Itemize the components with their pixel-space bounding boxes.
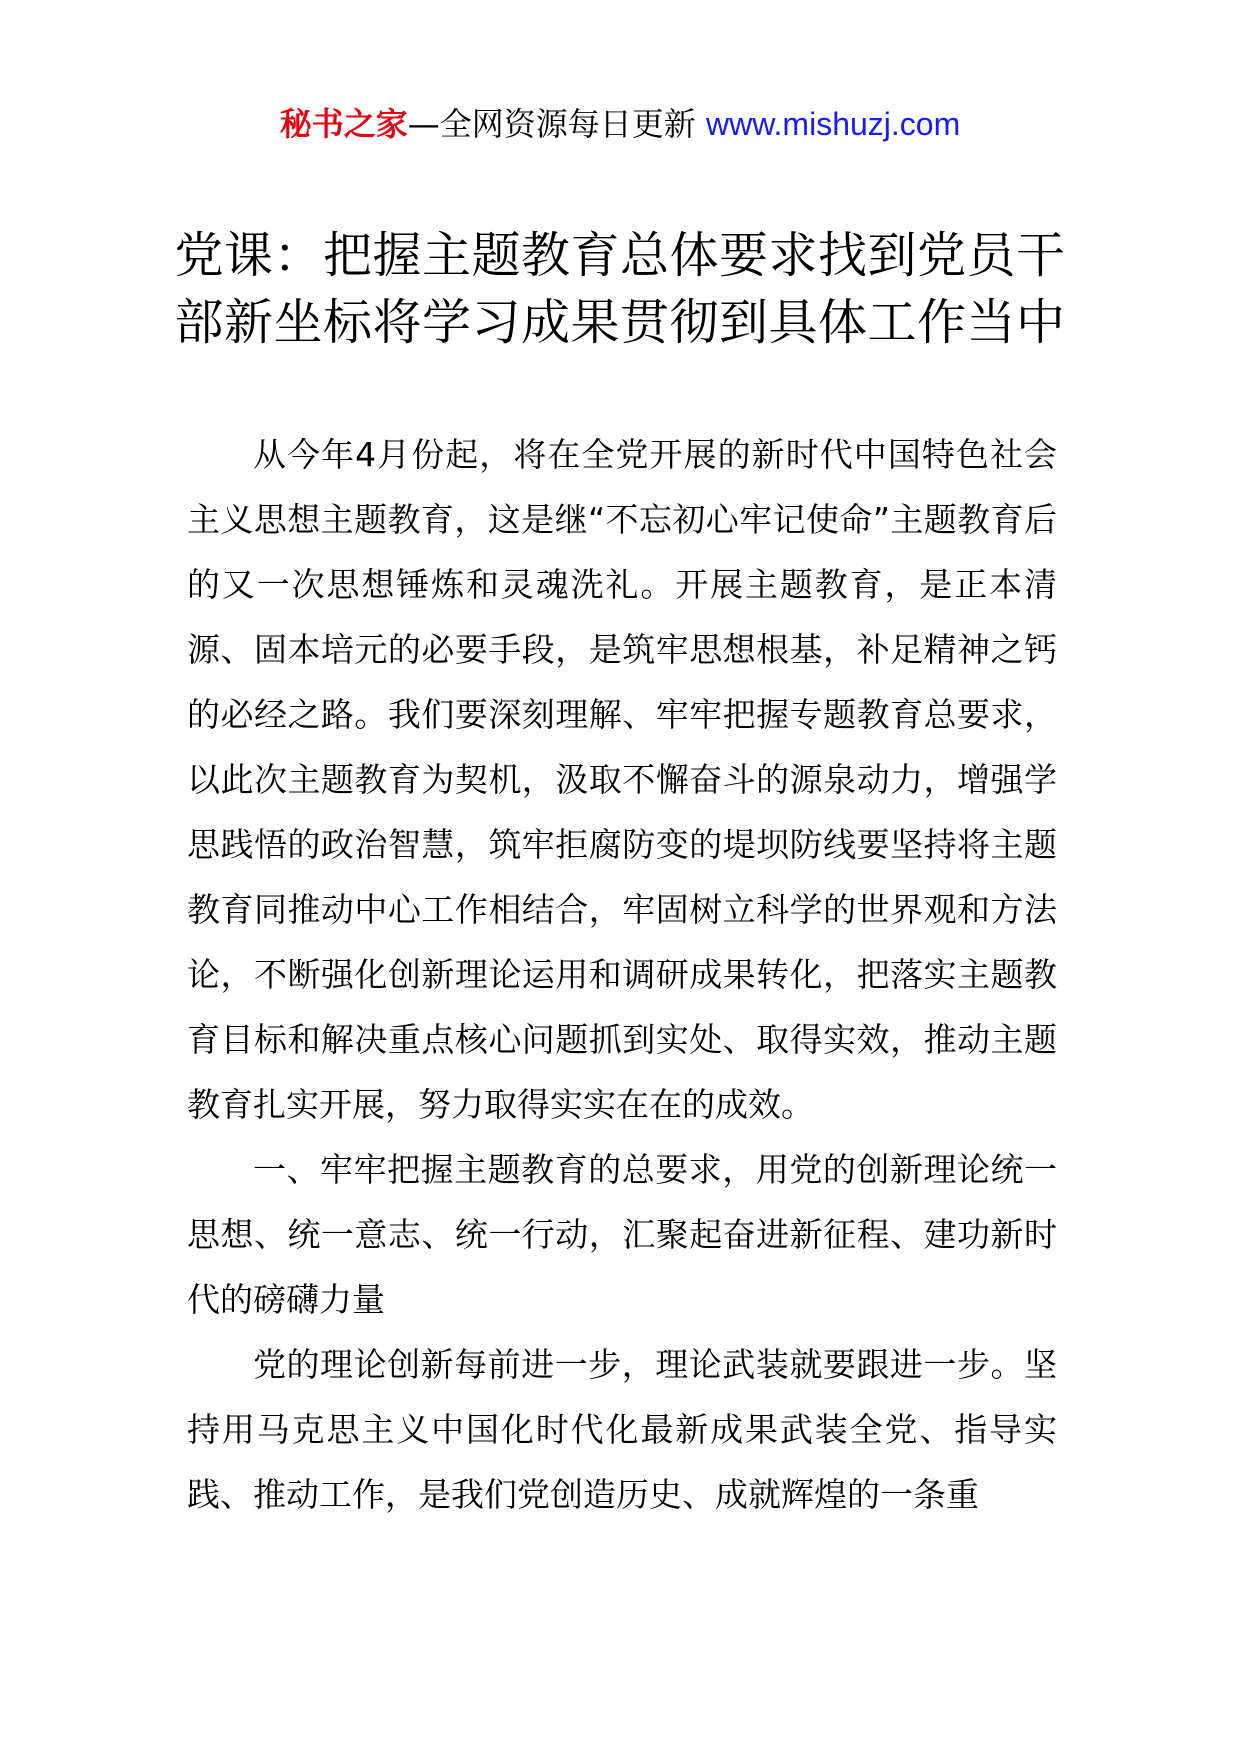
paragraph-intro: 从今年4月份起，将在全党开展的新时代中国特色社会主义思想主题教育，这是继“不忘初心牢记使命”主题教育后的又一次思想锤炼和灵魂洗礼。开展主题教育，是正本清源、固本培元的必要手段，是筑牢思想根基，补足精神之钙的必经之路。我们要深刻理解、牢牢把握专题教育总要求，以此次主题教育为契机，汲取不懈奋斗的源泉动力，增强学思践悟的政治智慧，筑牢拒腐防变的堤坝防线要坚持将主题教育同推动中心工作相结合，牢固树立科学的世界观和方法论，不断强化创新理论运用和调研成果转化，把落实主题教育目标和解决重点核心问题抓到实处、取得实效，推动主题教育扎实开展，努力取得实实在在的成效。 [187,435,1057,1124]
site-slogan: 全网资源每日更新 [439,105,706,143]
header-dash: — [407,105,440,143]
site-header [0,104,1240,144]
document-title: 党课：把握主题教育总体要求找到党员干部新坐标将学习成果贯彻到具体工作当中 [174,227,1066,351]
section-heading-1: 一、牢牢把握主题教育的总要求，用党的创新理论统一思想、统一意志、统一行动，汇聚起奋进新征程、建功新时代的磅礴力量 [187,1150,1057,1319]
site-brand: 秘书之家 [279,105,408,143]
paragraph-section-1: 党的理论创新每前进一步，理论武装就要跟进一步。坚持用马克思主义中国化时代化最新成果武装全党、指导实践、推动工作，是我们党创造历史、成就辉煌的一条重 [187,1345,1057,1514]
document-body [187,422,1057,1527]
site-url-link[interactable]: www.mishuzj.com [705,106,961,142]
